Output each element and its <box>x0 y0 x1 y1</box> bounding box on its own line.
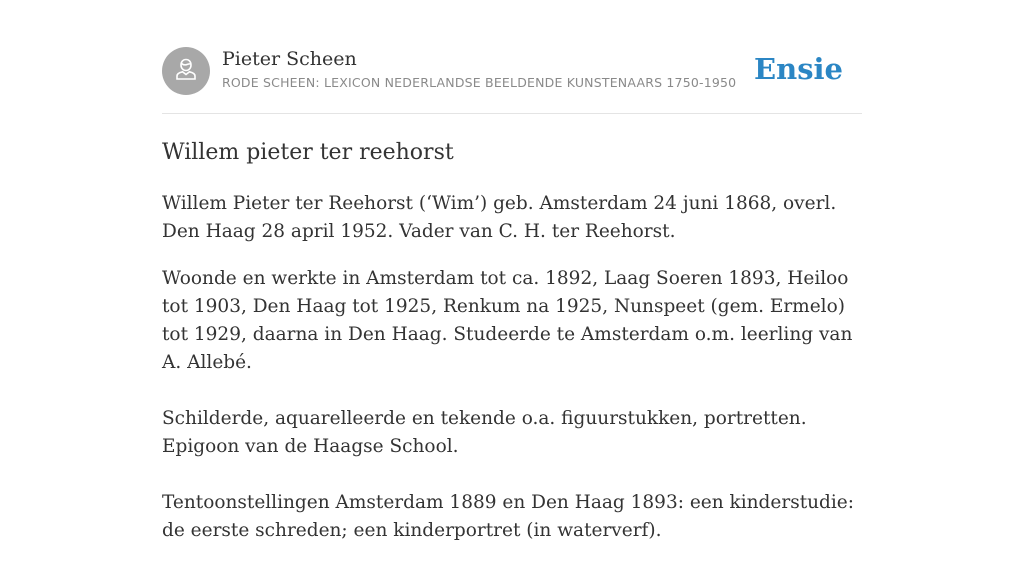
article-paragraph: Willem Pieter ter Reehorst (‘Wim’) geb. Amsterdam 24 juni 1868, overl. Den Haag 28 april 1952. Vader van C. H. ter Reehorst. <box>162 193 837 242</box>
header-divider <box>162 113 862 114</box>
article-paragraph: Tentoonstellingen Amsterdam 1889 en Den Haag 1893: een kinderstudie: de eerste schreden; een kinderportret (in waterverf). <box>162 492 854 541</box>
article-page <box>162 0 862 541</box>
article-paragraph: Woonde en werkte in Amsterdam tot ca. 1892, Laag Soeren 1893, Heiloo tot 1903, Den Haag tot 1925, Renkum na 1925, Nunspeet (gem. Ermelo) tot 1929, daarna in Den Haag. Studeerde te Amsterdam o.m. leerling van A. Allebé. <box>162 268 853 373</box>
author-name[interactable]: Pieter Scheen <box>222 48 357 70</box>
user-icon <box>172 55 200 88</box>
article-header <box>162 47 862 97</box>
article-body <box>162 190 862 564</box>
brand-logo[interactable]: Ensie <box>754 52 843 86</box>
article-paragraph: Schilderde, aquarelleerde en tekende o.a. figuurstukken, portretten. Epigoon van de Haagse School. <box>162 408 807 457</box>
article-title: Willem pieter ter reehorst <box>162 140 454 165</box>
avatar[interactable] <box>162 47 210 95</box>
source-title[interactable]: RODE SCHEEN: LEXICON NEDERLANDSE BEELDENDE KUNSTENAARS 1750-1950 <box>222 75 737 90</box>
